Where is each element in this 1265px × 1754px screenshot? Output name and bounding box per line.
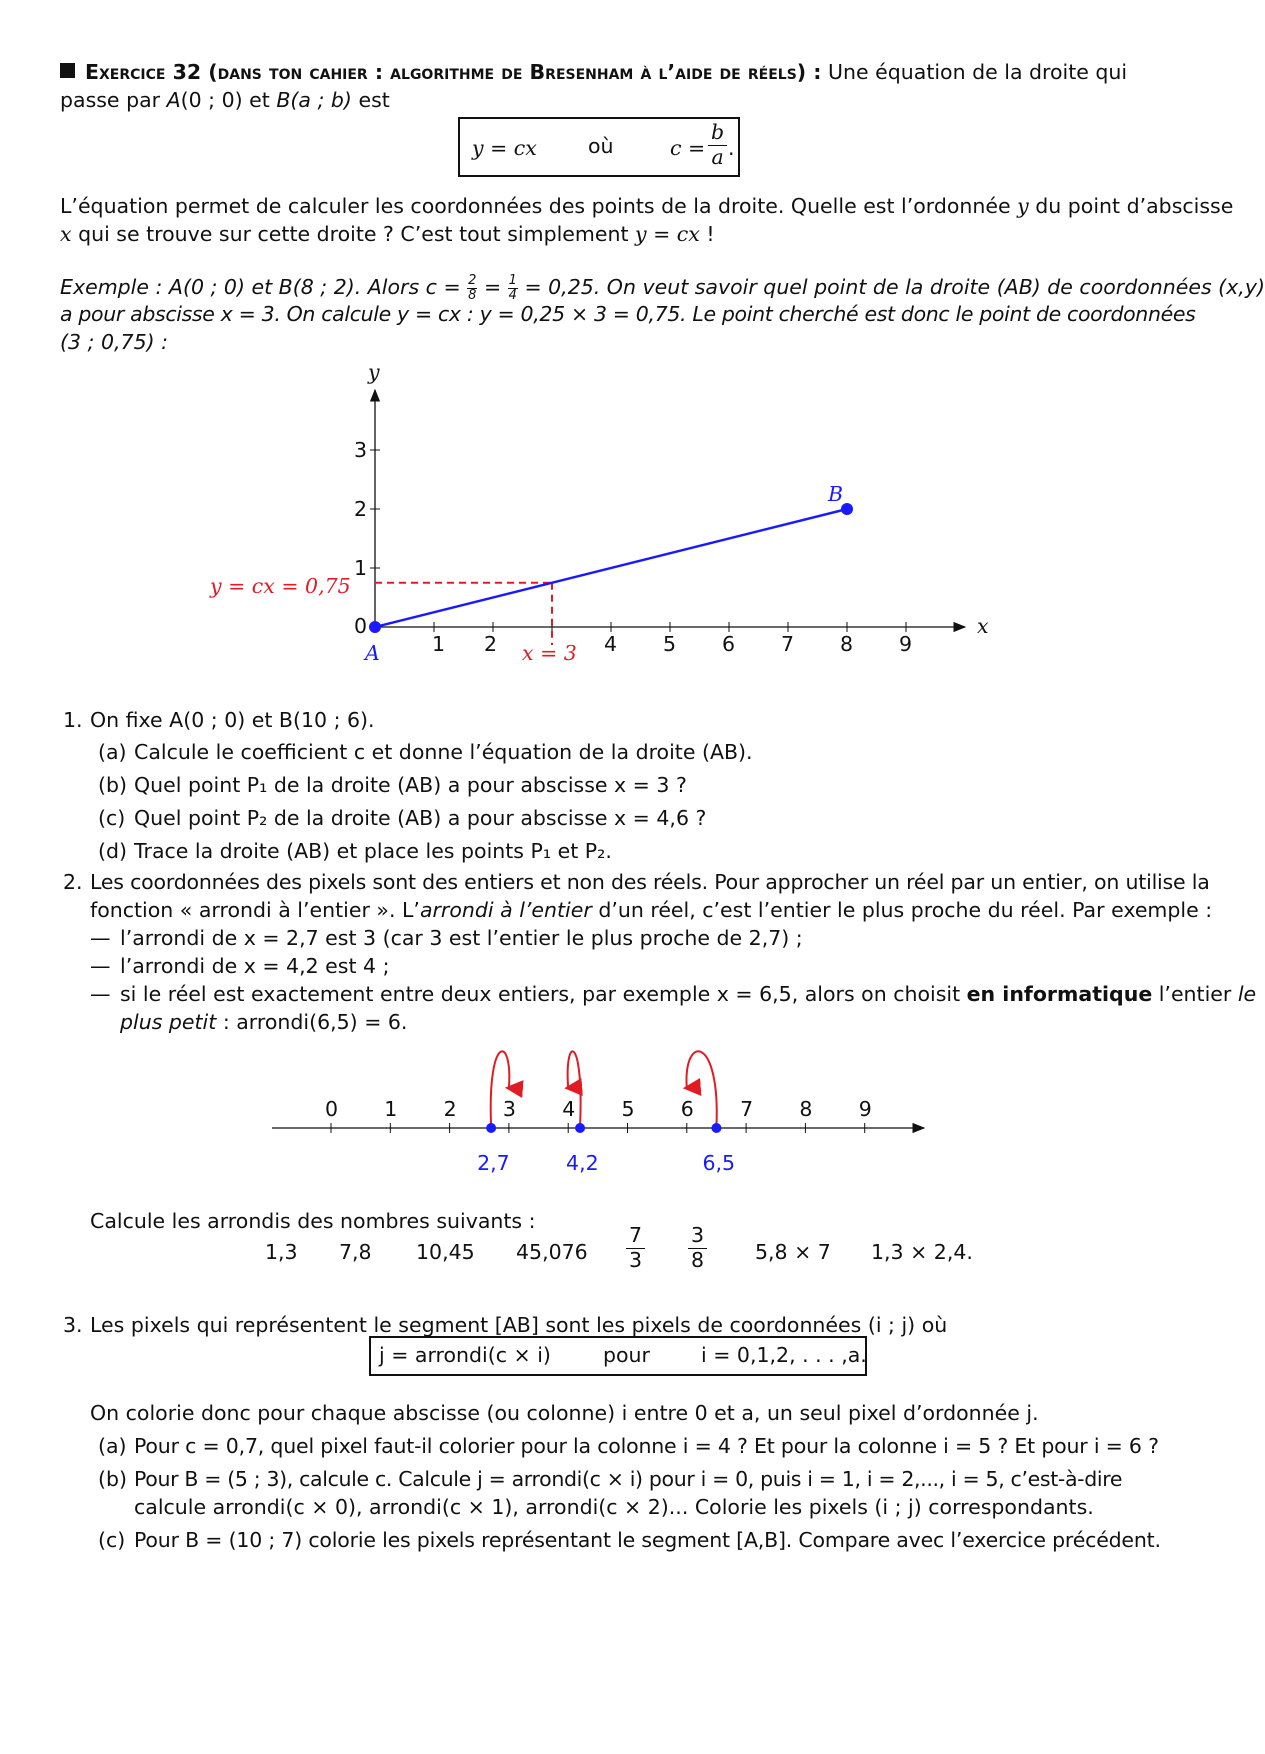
- number-line-point-2: [575, 1123, 585, 1133]
- value-10-45: 10,45: [416, 1240, 475, 1264]
- q1d-text: Trace la droite (AB) et place les points P₁ et P₂.: [134, 839, 612, 863]
- point-a-dot: [369, 621, 381, 633]
- example-line-3: (3 ; 0,75) :: [60, 330, 169, 354]
- number-line-label-6: 6: [680, 1097, 694, 1121]
- q1a-label: (a): [98, 740, 127, 764]
- number-line-label-9: 9: [858, 1097, 872, 1121]
- number-line-label-0: 0: [325, 1097, 339, 1121]
- q2-bullet-3-cont: plus petit : arrondi(6,5) = 6.: [120, 1010, 408, 1034]
- x-tick-label-7: 7: [781, 632, 795, 656]
- formula-box: y = cx où c = $\frac{b}{a}$ .: [458, 117, 740, 177]
- number-line-label-2: 2: [443, 1097, 457, 1121]
- q3a-label: (a): [98, 1434, 127, 1458]
- q1c-text: Quel point P₂ de la droite (AB) a pour abscisse x = 4,6 ?: [134, 806, 707, 830]
- x-tick-label-8: 8: [840, 632, 854, 656]
- example-line-2: a pour abscisse x = 3. On calcule y = cx : y = 0,25 × 3 = 0,75. Le point cherché est donc le point de coordonnées: [60, 302, 1196, 326]
- fraction-b-over-a: $\frac{b}{a}$: [708, 121, 727, 169]
- number-line-point-1: [486, 1123, 496, 1133]
- point-b-label: B: [828, 482, 844, 506]
- q2-bullet-dash-2: —: [90, 954, 111, 978]
- q3b-text-2: calcule arrondi(c × 0), arrondi(c × 1), arrondi(c × 2)... Colorie les pixels (i ; j) correspondants.: [134, 1495, 1094, 1519]
- q3-number: 3.: [63, 1313, 83, 1337]
- x-equals-3-label: x = 3: [522, 641, 577, 665]
- q3-line-1: Les pixels qui représentent le segment [AB] sont les pixels de coordonnées (i ; j) où: [90, 1313, 948, 1337]
- arrondis-intro: Calcule les arrondis des nombres suivants :: [90, 1209, 536, 1233]
- intro-text: Une équation de la droite qui: [828, 60, 1128, 84]
- number-line: [0, 1040, 1240, 1180]
- q3b-label: (b): [98, 1467, 128, 1491]
- y-equals-cx-label: y = cx = 0,75: [210, 574, 351, 598]
- x-tick-label-9: 9: [899, 632, 913, 656]
- q2-bullet-dash-1: —: [90, 926, 111, 950]
- q3c-label: (c): [98, 1528, 126, 1552]
- exercise-title: Exercice 32 (dans ton cahier : algorithme de Bresenham à l’aide de réels) :: [85, 60, 822, 84]
- q2-bullet-3: si le réel est exactement entre deux entiers, par exemple x = 6,5, alors on choisit en informatique l’entier le: [120, 982, 1257, 1006]
- number-line-label-8: 8: [799, 1097, 813, 1121]
- q2-bullet-2: l’arrondi de x = 4,2 est 4 ;: [120, 954, 390, 978]
- value-7-8: 7,8: [339, 1240, 372, 1264]
- fraction-2-8: $\frac{2}{8}$: [468, 273, 477, 303]
- paragraph-1-line-1: L’équation permet de calculer les coordonnées des points de la droite. Quelle est l’ordonnée y du point d’abscisse: [60, 194, 1234, 218]
- q3a-text: Pour c = 0,7, quel pixel faut-il colorier pour la colonne i = 4 ? Et pour la colonne i = 5 ? Et pour i = 6 ?: [134, 1434, 1159, 1458]
- number-line-label-1: 1: [384, 1097, 398, 1121]
- number-line-point-3: [711, 1123, 721, 1133]
- fraction-3-8: $\frac{3}{8}$: [688, 1224, 707, 1272]
- pixel-formula-box: j = arrondi(c × i) pour i = 0,1,2, . . . ,a.: [369, 1336, 867, 1376]
- q2-bullet-1: l’arrondi de x = 2,7 est 3 (car 3 est l’entier le plus proche de 2,7) ;: [120, 926, 803, 950]
- number-line-label-5: 5: [621, 1097, 635, 1121]
- value-45-076: 45,076: [516, 1240, 588, 1264]
- intro-line-2: passe par A(0 ; 0) et B(a ; b) est: [60, 88, 390, 112]
- q2-number: 2.: [63, 870, 83, 894]
- origin-label: 0: [354, 614, 368, 638]
- q1c-label: (c): [98, 806, 126, 830]
- y-tick-label-2: 2: [354, 497, 368, 521]
- x-tick-label-6: 6: [722, 632, 736, 656]
- x-axis-label: x: [977, 614, 989, 638]
- paragraph-1-line-2: x qui se trouve sur cette droite ? C’est tout simplement y = cx !: [60, 222, 715, 246]
- segment-ab: [375, 509, 847, 627]
- q1-number: 1.: [63, 708, 83, 732]
- q3c-text: Pour B = (10 ; 7) colorie les pixels représentant le segment [A,B]. Compare avec l’exercice précédent.: [134, 1528, 1161, 1552]
- x-tick-label-4: 4: [604, 632, 618, 656]
- q2-line-1: Les coordonnées des pixels sont des entiers et non des réels. Pour approcher un réel par un entier, on utilise la: [90, 870, 1210, 894]
- q1b-text: Quel point P₁ de la droite (AB) a pour abscisse x = 3 ?: [134, 773, 687, 797]
- number-line-point-label-3: 6,5: [702, 1151, 736, 1175]
- value-5-8-x-7: 5,8 × 7: [755, 1240, 831, 1264]
- value-1-3-x-2-4: 1,3 × 2,4.: [871, 1240, 973, 1264]
- q1d-label: (d): [98, 839, 128, 863]
- line-graph: [0, 0, 1240, 700]
- q3-line-2: On colorie donc pour chaque abscisse (ou colonne) i entre 0 et a, un seul pixel d’ordonnée j.: [90, 1401, 1039, 1425]
- y-tick-label-3: 3: [354, 438, 368, 462]
- number-line-label-7: 7: [740, 1097, 754, 1121]
- q3b-text-1: Pour B = (5 ; 3), calcule c. Calcule j = arrondi(c × i) pour i = 0, puis i = 1, i = 2,..., i = 5, c’est-à-dire: [134, 1467, 1123, 1491]
- q2-bullet-dash-3: —: [90, 982, 111, 1006]
- q1a-text: Calcule le coefficient c et donne l’équation de la droite (AB).: [134, 740, 753, 764]
- y-tick-label-1: 1: [354, 556, 368, 580]
- x-tick-label-5: 5: [663, 632, 677, 656]
- x-tick-label-1: 1: [432, 632, 446, 656]
- y-axis-label: y: [368, 360, 380, 384]
- q1-text: On fixe A(0 ; 0) et B(10 ; 6).: [90, 708, 375, 732]
- fraction-1-4: $\frac{1}{4}$: [508, 273, 517, 303]
- fraction-7-3: $\frac{7}{3}$: [626, 1224, 645, 1272]
- number-line-label-3: 3: [502, 1097, 516, 1121]
- point-a-label: A: [365, 641, 380, 665]
- number-line-point-label-1: 2,7: [477, 1151, 510, 1175]
- value-1-3: 1,3: [265, 1240, 298, 1264]
- x-tick-label-2: 2: [484, 632, 498, 656]
- example-line-1: Exemple : A(0 ; 0) et B(8 ; 2). Alors c = $\frac{2}{8}$ = $\frac{1}{4}$ = 0,25. On veut savoir quel point de la droite (AB) de coordonnées (x,y): [60, 273, 1265, 303]
- number-line-label-4: 4: [562, 1097, 576, 1121]
- q1b-label: (b): [98, 773, 128, 797]
- number-line-point-label-2: 4,2: [566, 1151, 599, 1175]
- q2-line-2: fonction « arrondi à l’entier ». L’arrondi à l’entier d’un réel, c’est l’entier le plus proche du réel. Par exemple :: [90, 898, 1213, 922]
